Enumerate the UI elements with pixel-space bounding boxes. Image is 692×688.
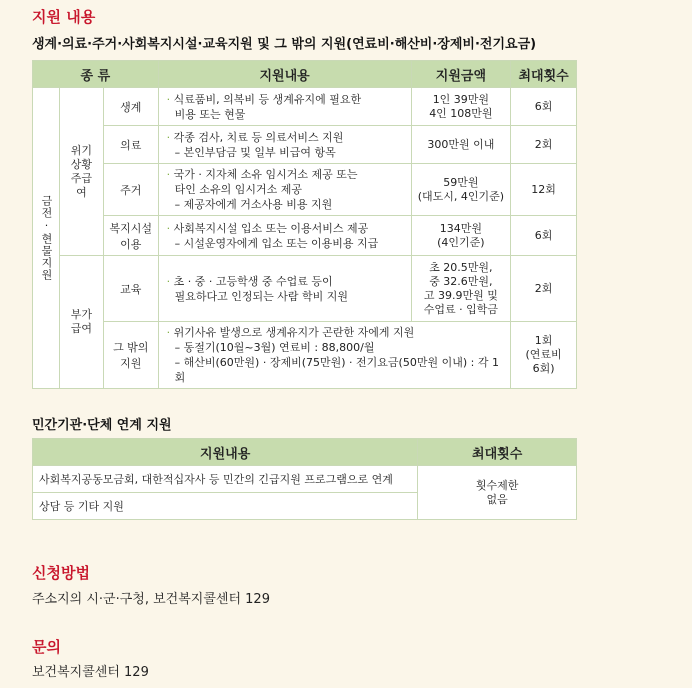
text-line: 59만원 <box>443 175 479 189</box>
row-max <box>511 216 577 256</box>
table-row <box>33 88 577 126</box>
text-line: · 위기사유 발생으로 생계유지가 곤란한 자에게 지원 <box>166 326 415 339</box>
text-line: 수업료 · 입학금 <box>423 302 498 316</box>
text-line: 교육 <box>120 282 142 296</box>
text-line: 134만원 <box>439 221 482 235</box>
row-max <box>511 88 577 126</box>
text-line: – 본인부담금 및 일부 비급여 항목 <box>174 145 336 159</box>
t2-row-content: 상담 등 기타 지원 <box>33 493 418 520</box>
text-line: 1회 <box>534 334 553 347</box>
row-amount <box>411 164 511 216</box>
row-content <box>158 256 411 322</box>
text-line: – 해산비(60만원) · 장제비(75만원) · 전기요금(50만원 이내) : 각 1회 <box>174 356 499 384</box>
text-line: · 국가 · 지자체 소유 임시거소 제공 또는 <box>166 168 358 181</box>
text-line: – 시설운영자에게 입소 또는 이용비용 지급 <box>174 236 379 250</box>
text-line: 그 밖의 <box>113 341 149 354</box>
group-main-label: 금전·현물지원 <box>39 195 53 281</box>
text-line: 이용 <box>120 237 142 251</box>
bullet-icon: · <box>166 92 174 106</box>
text-line: 중 32.6만원, <box>429 274 493 288</box>
row-amount <box>411 126 511 164</box>
bullet-icon: · <box>166 130 174 144</box>
row-amount <box>411 256 511 322</box>
text-line: (연료비 <box>525 348 562 361</box>
apply-method-title: 신청방법 <box>32 564 90 582</box>
apply-method-text: 주소지의 시·군·구청, 보건복지콜센터 129 <box>32 592 270 607</box>
text-line: 고 39.9만원 및 <box>423 288 498 302</box>
row-content <box>158 216 411 256</box>
t2-header-content: 지원내용 <box>33 439 418 466</box>
table-row <box>33 216 577 256</box>
row-amount <box>411 216 511 256</box>
text-line: 타인 소유의 임시거소 제공 <box>174 183 303 196</box>
group-crisis-label: 위기상황주급여 <box>70 143 93 199</box>
text-line: · 각종 검사, 치료 등 의료서비스 지원 <box>166 130 344 144</box>
table-row <box>33 322 577 389</box>
row-content <box>158 126 411 164</box>
text-line: 생계 <box>120 100 142 114</box>
row-content <box>158 88 411 126</box>
row-max <box>511 322 577 389</box>
table-row <box>33 256 577 322</box>
text-line: 2회 <box>534 137 553 151</box>
bullet-icon: · <box>166 168 174 181</box>
text-line: 6회 <box>534 99 553 113</box>
category-label <box>103 216 158 256</box>
support-content-title: 지원 내용 <box>32 8 96 26</box>
table-row <box>33 164 577 216</box>
text-line: 주거 <box>120 183 142 197</box>
bullet-icon: · <box>166 221 174 235</box>
category-label <box>103 88 158 126</box>
text-line: 의료 <box>120 138 142 152</box>
row-amount <box>411 88 511 126</box>
text-line: 복지시설 <box>109 221 152 235</box>
text-line: 12회 <box>531 182 556 196</box>
header-content: 지원내용 <box>158 61 411 88</box>
table-row <box>33 466 577 493</box>
text-line: 300만원 이내 <box>427 137 495 151</box>
bullet-icon: · <box>166 326 174 339</box>
category-label <box>103 256 158 322</box>
text-line: 지원 <box>120 357 142 370</box>
t2-row-max <box>418 466 577 520</box>
private-support-table <box>32 438 577 520</box>
row-max <box>511 164 577 216</box>
text-line: 없음 <box>486 492 508 506</box>
header-max: 최대횟수 <box>511 61 577 88</box>
text-line: · 식료품비, 의복비 등 생계유지에 필요한 <box>166 92 362 106</box>
text-line: (4인기준) <box>437 235 485 249</box>
text-line: 비용 또는 현물 <box>174 107 246 121</box>
t2-row-content: 사회복지공동모금회, 대한적십자사 등 민간의 긴급지원 프로그램으로 연계 <box>33 466 418 493</box>
text-line: 2회 <box>534 281 553 295</box>
private-link-subtitle: 민간기관·단체 연계 지원 <box>32 418 172 433</box>
row-max <box>511 256 577 322</box>
category-label <box>103 126 158 164</box>
text-line: – 제공자에게 거소사용 비용 지원 <box>174 198 333 211</box>
category-label <box>103 164 158 216</box>
text-line: 필요하다고 인정되는 사람 학비 지원 <box>174 289 349 303</box>
bullet-icon: · <box>166 274 174 288</box>
row-max <box>511 126 577 164</box>
header-type: 종 류 <box>33 61 159 88</box>
row-content <box>158 322 511 389</box>
row-content <box>158 164 411 216</box>
inquiry-title: 문의 <box>32 638 61 656</box>
table-row <box>33 126 577 164</box>
group-extra-label: 부가급여 <box>70 308 93 335</box>
text-line: 6회) <box>532 362 555 375</box>
header-amount: 지원금액 <box>411 61 511 88</box>
support-table <box>32 60 577 389</box>
text-line: 횟수제한 <box>475 478 519 492</box>
text-line: · 사회복지시설 입소 또는 이용서비스 제공 <box>166 221 369 235</box>
text-line: · 초 · 중 · 고등학생 중 수업료 등이 <box>166 274 333 288</box>
text-line: 4인 108만원 <box>429 106 493 120</box>
t2-header-max: 최대횟수 <box>418 439 577 466</box>
category-label <box>103 322 158 389</box>
text-line: (대도시, 4인기준) <box>417 189 505 203</box>
text-line: 초 20.5만원, <box>429 260 493 274</box>
support-content-subtitle: 생계·의료·주거·사회복지시설·교육지원 및 그 밖의 지원(연료비·해산비·장제비·전기요금) <box>32 37 537 52</box>
text-line: 1인 39만원 <box>432 92 490 106</box>
text-line: 6회 <box>534 228 553 242</box>
text-line: – 동절기(10월~3월) 연료비 : 88,800/월 <box>174 341 375 354</box>
inquiry-text: 보건복지콜센터 129 <box>32 665 149 680</box>
